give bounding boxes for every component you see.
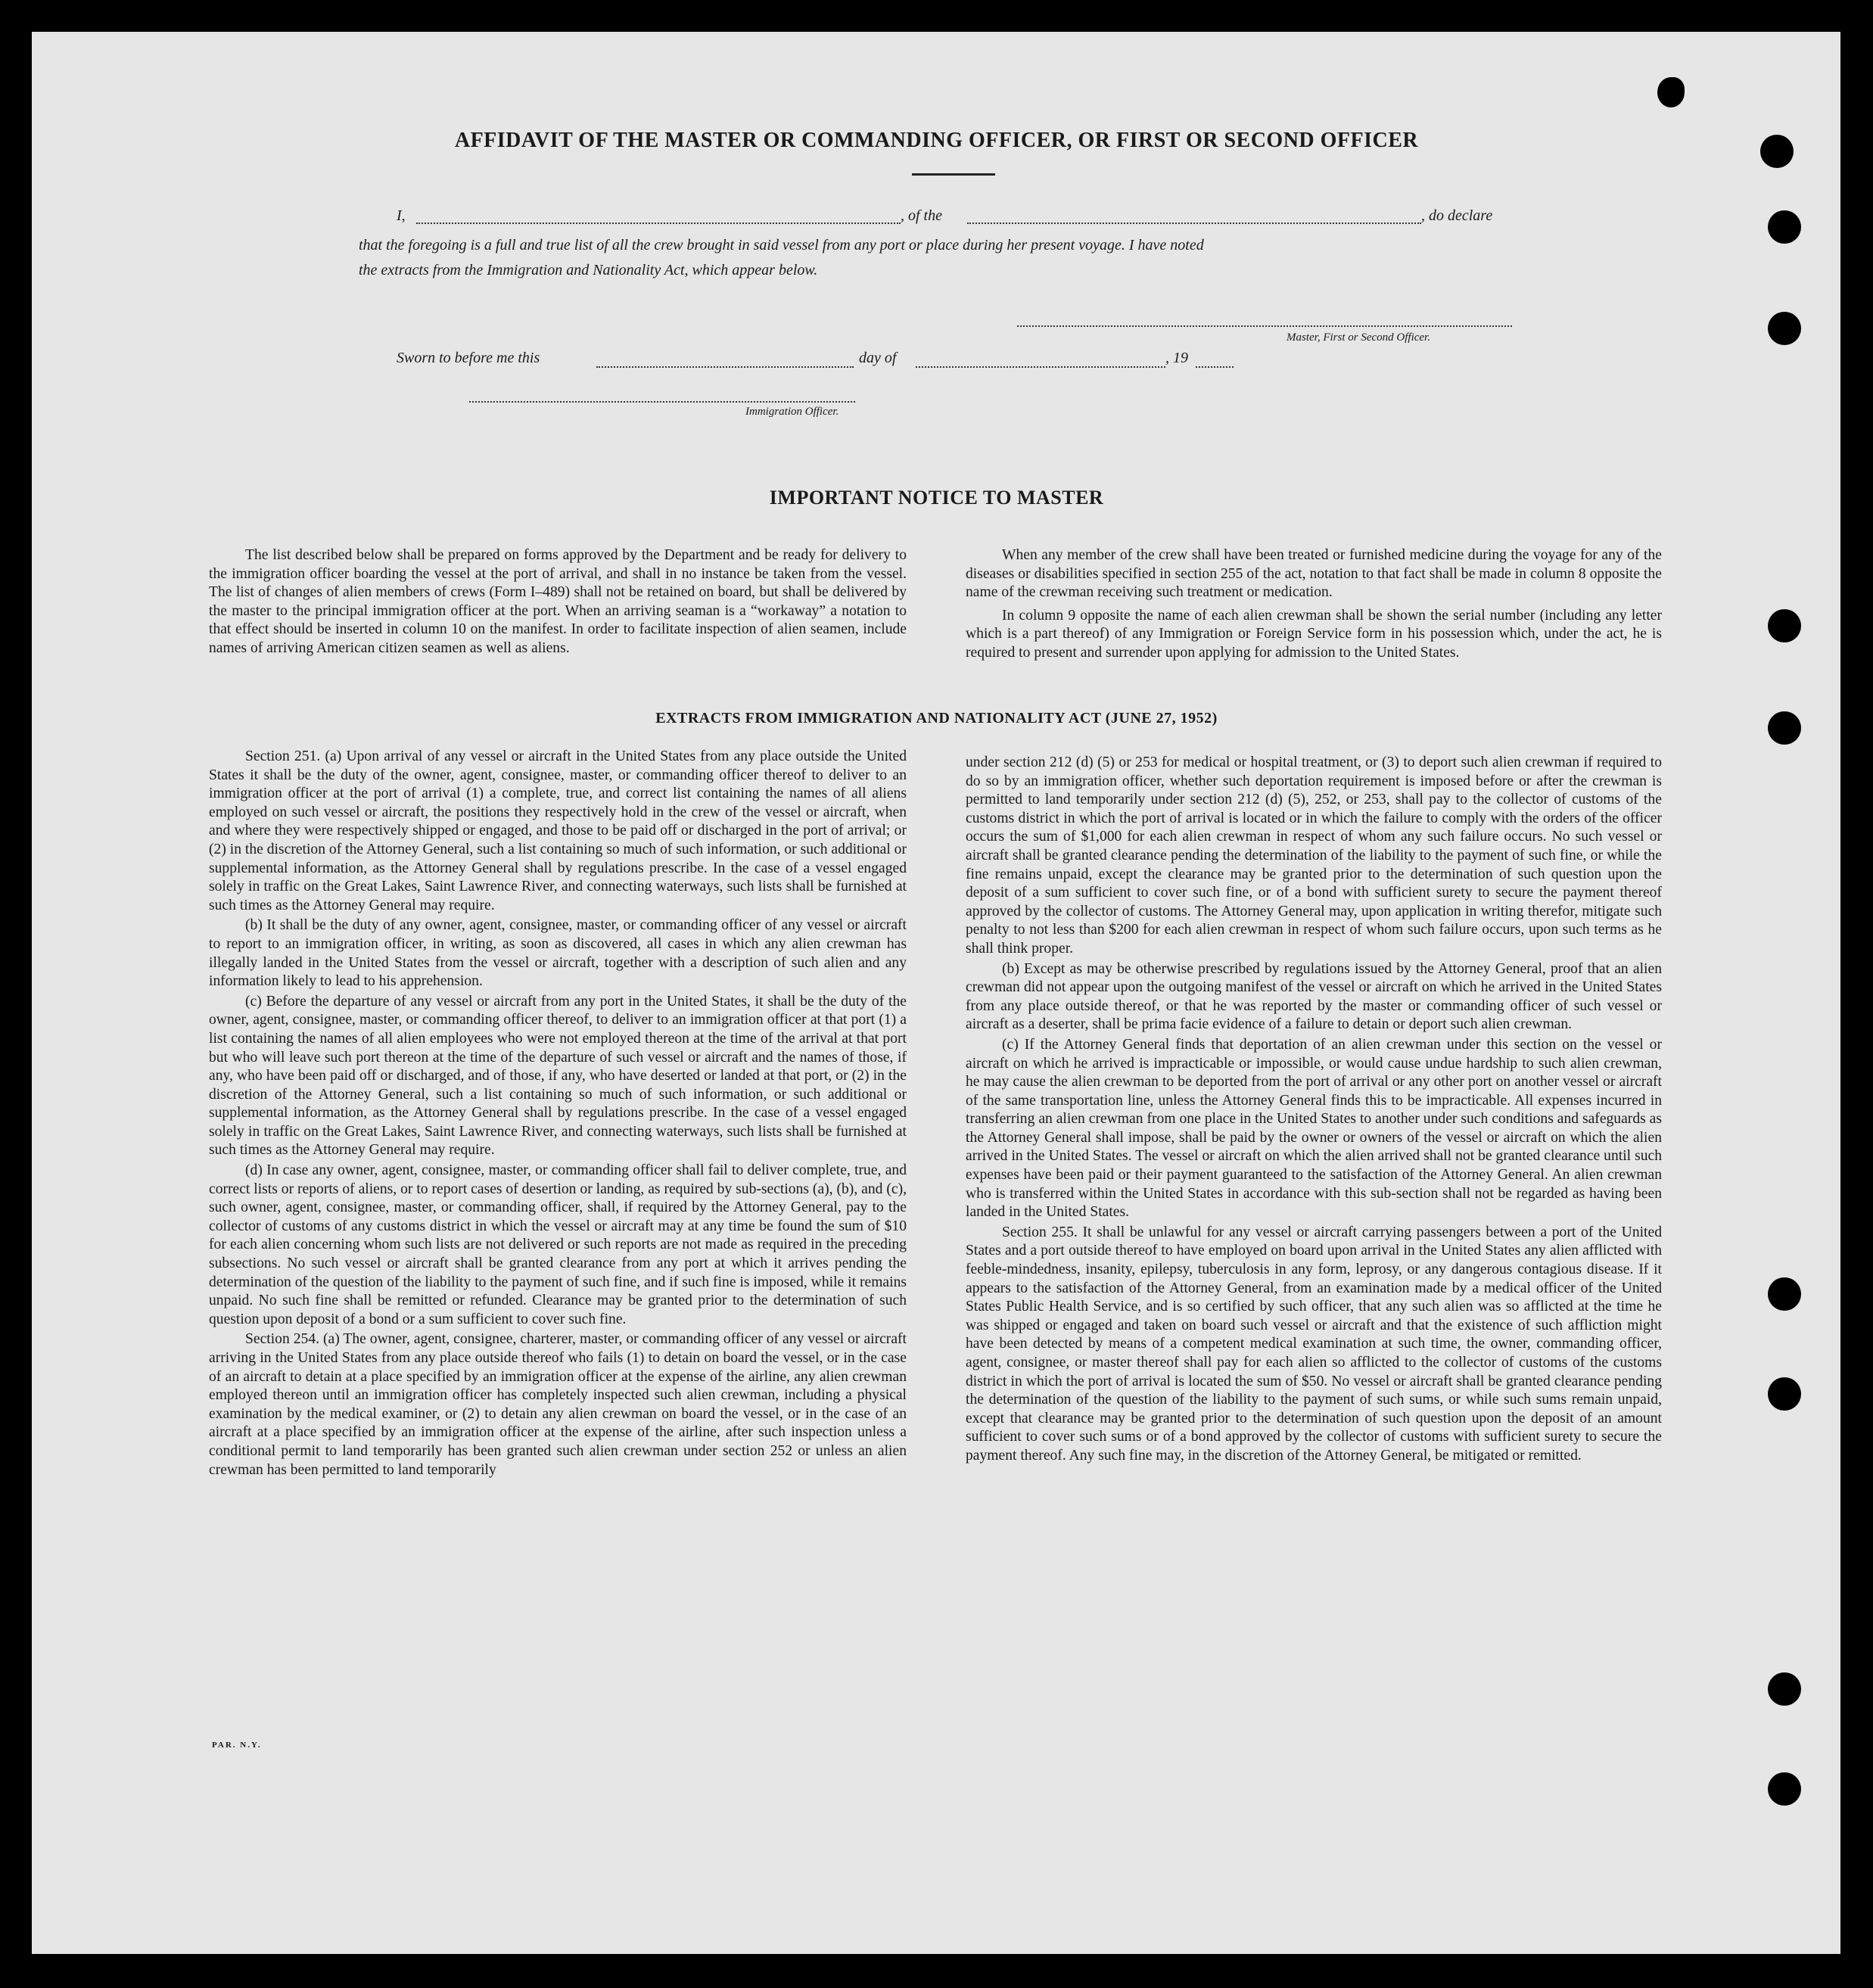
section-251-d: (d) In case any owner, agent, consignee, master, or commanding officer shall fail to deliver complete, true, and correct lists or reports of aliens, or to report cases of desertion or landing, as required by sub-sections (a), (b), and (c), such owner, agent, consignee, master, or commanding officer, shall, if required by the Attorney General, pay to the collector of customs of any customs district in which the vessel or aircraft may at any time be found the sum of $10 for each alien concerning whom such lists are not delivered or such reports are not made as required in the preceding subsections. No such vessel or aircraft shall be granted clearance from any port at which it arrives pending the determination of the question of the liability to the payment of such fine, and if such fine is imposed, while it remains unpaid. No such fine shall be remitted or refunded. Clearance may be granted prior to the determination of such question upon deposit of a bond or a sum sufficient to cover such fine.: [209, 1162, 907, 1327]
ink-blot: [1657, 77, 1685, 107]
punch-hole: [1768, 711, 1801, 745]
affidavit-title: AFFIDAVIT OF THE MASTER OR COMMANDING OFFICER, OR FIRST OR SECOND OFFICER: [454, 129, 1419, 152]
affidavit-statement-line-2: the extracts from the Immigration and Nationality Act, which appear below.: [359, 262, 818, 278]
officer-label: Immigration Officer.: [745, 406, 839, 418]
sworn-month-blank[interactable]: [916, 366, 1165, 368]
punch-hole: [1768, 1772, 1801, 1806]
affidavit-i-label: I,: [397, 207, 406, 224]
name-blank-line[interactable]: [416, 222, 901, 224]
section-255: Section 255. It shall be unlawful for any vessel or aircraft carrying passengers between a port of the United States and a port outside thereof to have employed on board upon arrival in the United States any alien afflicted with feeble-mindedness, insanity, epilepsy, tuberculosis in any form, leprosy, or any dangerous contagious disease. If it appears to the satisfaction of the Attorney General, from an examination made by a medical officer of the United States Public Health Service, and is so certified by such officer, that any such alien was so afflicted at the time he was shipped or engaged and taken on board such vessel or aircraft and that the existence of such affliction might have been detected by means of a competent medical examination at such time, the owner, commanding officer, agent, consignee, or master thereof shall pay for each alien so afflicted to the collector of customs of the customs district in which the port of arrival is located the sum of $50. No vessel or aircraft shall be granted clearance pending the determination of the question of the liability to the payment of such sums, or while such sums remain unpaid, except that clearance may be granted prior to the determination of such question upon the deposit of an amount sufficient to cover such sums or of a bond approved by the collector of customs with sufficient surety to secure the payment thereof. Any such fine may, in the discretion of the Attorney General, be mitigated or remitted.: [966, 1224, 1662, 1464]
punch-hole: [1768, 1277, 1801, 1311]
affidavit-of-the-label: , of the: [901, 207, 942, 224]
printer-mark: PAR. N.Y.: [212, 1741, 262, 1750]
extracts-left-column: [209, 748, 907, 1481]
notice-title: IMPORTANT NOTICE TO MASTER: [769, 487, 1104, 509]
officer-signature-line[interactable]: [469, 401, 855, 403]
section-251-b: (b) It shall be the duty of any owner, agent, consignee, master, or commanding officer of any vessel or aircraft to report to an immigration officer, in writing, as soon as discovered, all cases in which any alien crewman has illegally landed in the United States from the vessel or aircraft, together with a description of such alien and any information likely to lead to his apprehension.: [209, 917, 907, 990]
vessel-blank-line[interactable]: [967, 222, 1421, 224]
signature-line[interactable]: [1017, 325, 1512, 327]
affidavit-statement-line: that the foregoing is a full and true list of all the crew brought in said vessel from any port or place during her present voyage. I have noted: [359, 237, 1204, 254]
section-254-c: (c) If the Attorney General finds that deportation of an alien crewman under this section on the vessel or aircraft on which he arrived is impracticable or impossible, or would cause undue hardship to such alien crewman, he may cause the alien crewman to be deported from the port of arrival or any other port on another vessel or aircraft of the same transportation line, unless the Attorney General finds this to be impracticable. All expenses incurred in transferring an alien crewman from one place in the United States to another under such conditions and safeguards as the Attorney General shall impose, shall be paid by the owner or owners of the vessel or aircraft on which the alien arrived in the United States. The vessel or aircraft on which the alien arrived shall not be granted clearance until such expenses have been paid or their payment guaranteed to the satisfaction of the Attorney General. An alien crewman who is transferred within the United States in accordance with this sub-section shall not be regarded as having been landed in the United States.: [966, 1036, 1662, 1221]
section-254-a: Section 254. (a) The owner, agent, consignee, charterer, master, or commanding officer of any vessel or aircraft arriving in the United States from any place outside thereof who fails (1) to detain on board the vessel, or in the case of an aircraft to detain at a place specified by an immigration officer at the expense of the airline, any alien crewman employed thereon until an immigration officer has completely inspected such alien crewman, including a physical examination by the medical examiner, or (2) to detain any alien crewman on board the vessel, or in the case of an aircraft at a place specified by an immigration officer at the expense of the airline, after such inspection unless a conditional permit to land temporarily has been granted such alien crewman under section 252 or unless an alien crewman has been permitted to land temporarily: [209, 1331, 907, 1478]
sworn-year-blank[interactable]: [1196, 366, 1234, 368]
title-divider: [912, 173, 995, 176]
sworn-label: Sworn to before me this: [397, 350, 540, 366]
notice-paragraph-serial: In column 9 opposite the name of each alien crewman shall be shown the serial number (including any letter which is a part thereof) of any Immigration or Foreign Service form in his possession which, under the act, he is required to present and surrender upon applying for admission to the United States.: [966, 607, 1662, 661]
notice-paragraph-treatment: When any member of the crew shall have been treated or furnished medicine during the voyage for any of the diseases or disabilities specified in section 255 of the act, notation to that fact shall be made in column 8 opposite the name of the crewman receiving such treatment or medication.: [966, 547, 1662, 601]
section-254-continued: under section 212 (d) (5) or 253 for medical or hospital treatment, or (3) to deport such alien crewman if required to do so by an immigration officer, whether such deportation requirement is imposed before or after the crewman is permitted to land temporarily under section 212 (d) (5), 252, or 253, shall pay to the collector of customs of the customs district in which the port of arrival is located or in which the failure to comply with the orders of the officer occurs the sum of $1,000 for each alien crewman in respect of whom any such failure occurs. No such vessel or aircraft shall be granted clearance pending the determination of the liability to the payment of such fine, or while the fine remains unpaid, except the clearance may be granted prior to the determination of such question upon the deposit of a sum sufficient to cover such fine, or of a bond with sufficient surety to secure the payment thereof approved by the collector of customs. The Attorney General may, upon application in writing therefor, mitigate such penalty to not less than $200 for each alien crewman in respect of whom such failure occurs, upon such terms as he shall think proper.: [966, 754, 1662, 957]
section-251-a: Section 251. (a) Upon arrival of any vessel or aircraft in the United States from any place outside the United States it shall be the duty of the owner, agent, consignee, master, or commanding officer thereof to deliver to an immigration officer at the port of arrival (1) a complete, true, and correct list containing the names of all aliens employed on such vessel or aircraft, the positions they respectively hold in the crew of the vessel or aircraft, when and where they were respectively shipped or engaged, and those to be paid off or discharged in the port of arrival; or (2) in the discretion of the Attorney General, such a list containing so much of such information, or such additional or supplemental information, as the Attorney General shall by regulations prescribe. In the case of a vessel engaged solely in traffic on the Great Lakes, Saint Lawrence River, and connecting waterways, such lists shall be furnished at such times as the Attorney General may require.: [209, 748, 907, 913]
punch-hole: [1768, 210, 1801, 244]
extracts-right-column: [966, 754, 1662, 1467]
year-label: , 19: [1165, 350, 1188, 366]
punch-hole: [1768, 1377, 1801, 1411]
notice-right-column: [966, 546, 1662, 664]
affidavit-do-declare-label: , do declare: [1421, 207, 1493, 224]
sworn-day-blank[interactable]: [596, 366, 854, 368]
notice-paragraph: The list described below shall be prepared on forms approved by the Department and be ready for delivery to the immigration officer boarding the vessel at the port of arrival, and shall in no instance be taken from the vessel. The list of changes of alien members of crews (Form I–489) shall not be retained on board, but shall be delivered by the master to the principal immigration officer at the port. When an arriving seaman is a “workaway” a notation to that effect should be inserted in column 10 on the manifest. In order to facilitate inspection of alien seamen, include names of arriving American citizen seamen as well as aliens.: [209, 547, 907, 656]
day-of-label: day of: [859, 350, 897, 366]
signature-label: Master, First or Second Officer.: [1287, 331, 1430, 344]
section-254-b: (b) Except as may be otherwise prescribed by regulations issued by the Attorney General, proof that an alien crewman did not appear upon the outgoing manifest of the vessel or aircraft on which he arrived in the United States from any place outside thereof, or that he was reported by the master or commanding officer of such vessel or aircraft as a deserter, shall be prima facie evidence of a failure to detain or deport such alien crewman.: [966, 960, 1662, 1033]
extracts-title: EXTRACTS FROM IMMIGRATION AND NATIONALITY ACT (JUNE 27, 1952): [655, 710, 1218, 726]
punch-hole: [1768, 609, 1801, 642]
punch-hole: [1768, 312, 1801, 345]
punch-hole: [1768, 1672, 1801, 1706]
notice-left-column: [209, 546, 907, 660]
section-251-c: (c) Before the departure of any vessel or aircraft from any port in the United States, it shall be the duty of the owner, agent, consignee, master, or commanding officer thereof, to deliver to an immigration officer at that port (1) a list containing the names of all alien employees who were not employed thereon at the time of the arrival at that port but who will leave such port thereon at the time of the departure of such vessel or aircraft and the names of those, if any, who have been paid off or discharged, and of those, if any, who have deserted or landed at that port, or (2) in the discretion of the Attorney General, such a list containing so much of such information, or such additional or supplemental information, as the Attorney General shall by regulations prescribe. In the case of a vessel engaged solely in traffic on the Great Lakes, Saint Lawrence River, and connecting waterways, such lists shall be furnished at such times as the Attorney General may require.: [209, 993, 907, 1159]
punch-hole: [1760, 135, 1794, 168]
